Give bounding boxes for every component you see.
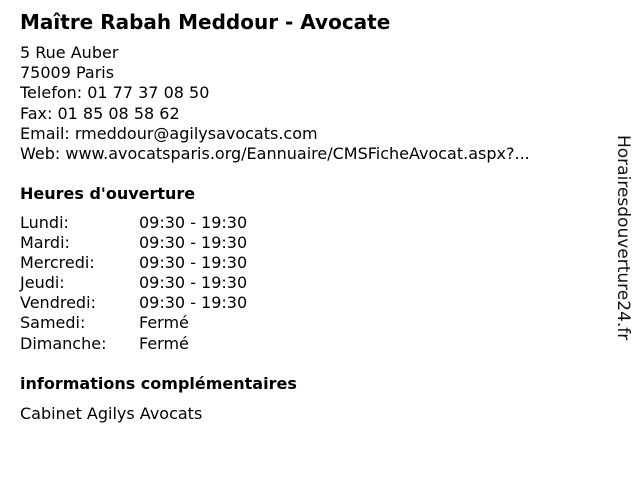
- hours-row-saturday: [20, 313, 247, 333]
- day-label: Samedi:: [20, 313, 86, 333]
- hours-row-friday: [20, 293, 247, 313]
- website-url: Web: www.avocatsparis.org/Eannuaire/CMSFicheAvocat.aspx?...: [20, 143, 530, 163]
- opening-hours-heading: Heures d'ouverture: [20, 184, 196, 203]
- day-label: Mercredi:: [20, 253, 95, 273]
- hours-row-tuesday: [20, 233, 247, 253]
- fax-number: Fax: 01 85 08 58 62: [20, 103, 180, 123]
- site-watermark: Horairesdouverture24.fr: [613, 135, 633, 341]
- day-hours: 09:30 - 19:30: [139, 213, 248, 232]
- day-hours: 09:30 - 19:30: [139, 233, 248, 253]
- address-street: 5 Rue Auber: [20, 43, 119, 62]
- hours-row-sunday: [20, 334, 247, 354]
- phone-number: Telefon: 01 77 37 08 50: [20, 83, 210, 103]
- day-label: Lundi:: [20, 213, 69, 232]
- day-hours: Fermé: [139, 333, 189, 353]
- opening-hours-table: [20, 213, 247, 354]
- hours-row-wednesday: [20, 253, 247, 273]
- additional-info-heading: informations complémentaires: [20, 374, 297, 393]
- day-hours: 09:30 - 19:30: [139, 253, 248, 273]
- day-hours: Fermé: [139, 313, 189, 333]
- address-city: 75009 Paris: [20, 63, 115, 83]
- day-hours: 09:30 - 19:30: [139, 293, 248, 313]
- additional-info-text: Cabinet Agilys Avocats: [20, 404, 203, 423]
- day-label: Jeudi:: [20, 273, 65, 293]
- email-address: Email: rmeddour@agilysavocats.com: [20, 123, 318, 143]
- contact-block: [20, 43, 530, 164]
- page-title: Maître Rabah Meddour - Avocate: [20, 10, 391, 34]
- day-label: Mardi:: [20, 233, 70, 253]
- hours-row-monday: [20, 213, 247, 233]
- day-label: Vendredi:: [20, 293, 96, 313]
- hours-row-thursday: [20, 273, 247, 293]
- day-hours: 09:30 - 19:30: [139, 273, 248, 293]
- day-label: Dimanche:: [20, 333, 107, 353]
